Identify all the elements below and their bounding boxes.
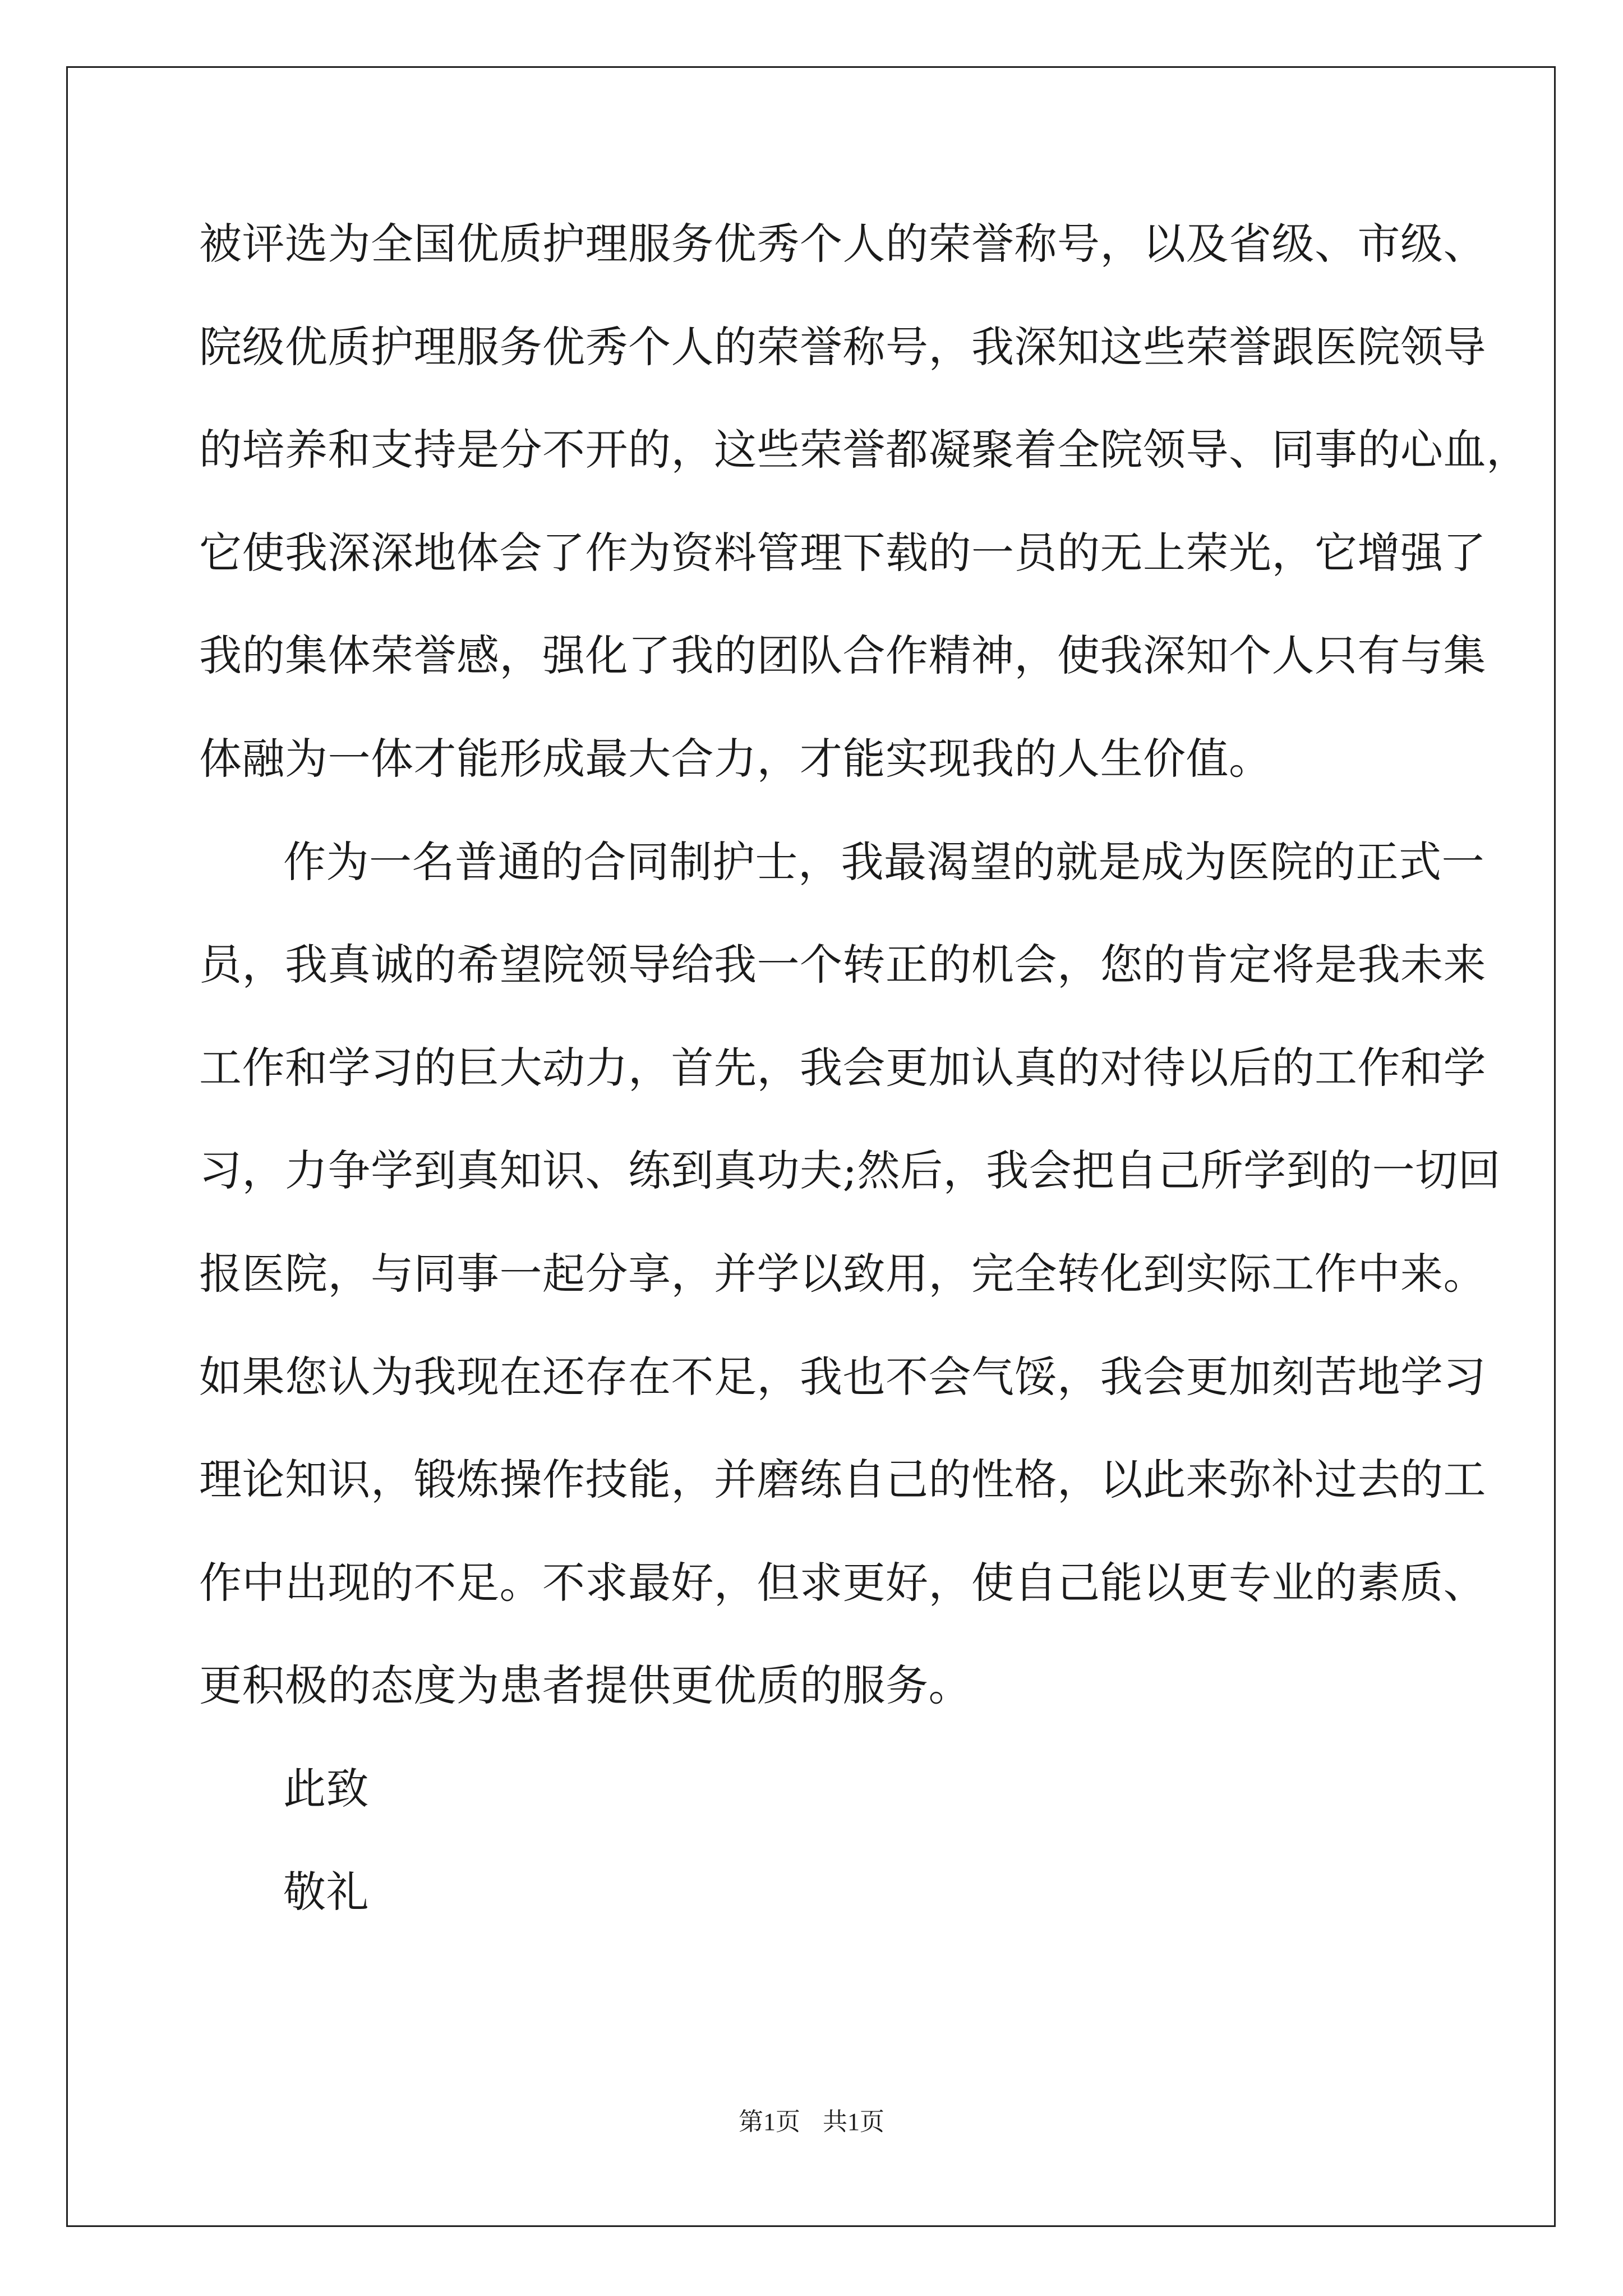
text-line: 被评选为全国优质护理服务优秀个人的荣誉称号，以及省级、市级、 bbox=[199, 219, 1486, 269]
text-line: 院级优质护理服务优秀个人的荣誉称号，我深知这些荣誉跟医院领导 bbox=[199, 321, 1486, 372]
page-number-current: 第1页 bbox=[739, 2108, 800, 2136]
text-line: 体融为一体才能形成最大合力，才能实现我的人生价值。 bbox=[199, 733, 1272, 784]
text-line: 工作和学习的巨大动力，首先，我会更加认真的对待以后的工作和学 bbox=[199, 1042, 1486, 1093]
text-line: 作中出现的不足。不求最好，但求更好，使自己能以更专业的素质、 bbox=[199, 1557, 1486, 1608]
closing-salutation: 此致 bbox=[283, 1763, 369, 1814]
paragraph-start-line: 作为一名普通的合同制护士，我最渴望的就是成为医院的正式一 bbox=[283, 836, 1484, 887]
letter-body bbox=[199, 216, 1529, 1967]
page-footer bbox=[0, 2106, 1623, 2138]
text-line: 我的集体荣誉感，强化了我的团队合作精神，使我深知个人只有与集 bbox=[199, 631, 1486, 681]
text-line: 的培养和支持是分不开的，这些荣誉都凝聚着全院领导、同事的心血， bbox=[199, 425, 1529, 475]
closing-regards: 敬礼 bbox=[283, 1866, 369, 1917]
text-line: 习，力争学到真知识、练到真功夫;然后，我会把自己所学到的一切回 bbox=[199, 1145, 1501, 1196]
text-line: 理论知识，锻炼操作技能，并磨练自己的性格，以此来弥补过去的工 bbox=[199, 1455, 1486, 1505]
page-number-total: 共1页 bbox=[823, 2108, 884, 2136]
text-line: 如果您认为我现在还存在不足，我也不会气馁，我会更加刻苦地学习 bbox=[199, 1351, 1486, 1402]
text-line: 更积极的态度为患者提供更优质的服务。 bbox=[199, 1660, 971, 1711]
text-line: 报医院，与同事一起分享，并学以致用，完全转化到实际工作中来。 bbox=[199, 1248, 1486, 1299]
text-line: 员，我真诚的希望院领导给我一个转正的机会，您的肯定将是我未来 bbox=[199, 940, 1486, 990]
text-line: 它使我深深地体会了作为资料管理下载的一员的无上荣光，它增强了 bbox=[199, 527, 1486, 578]
